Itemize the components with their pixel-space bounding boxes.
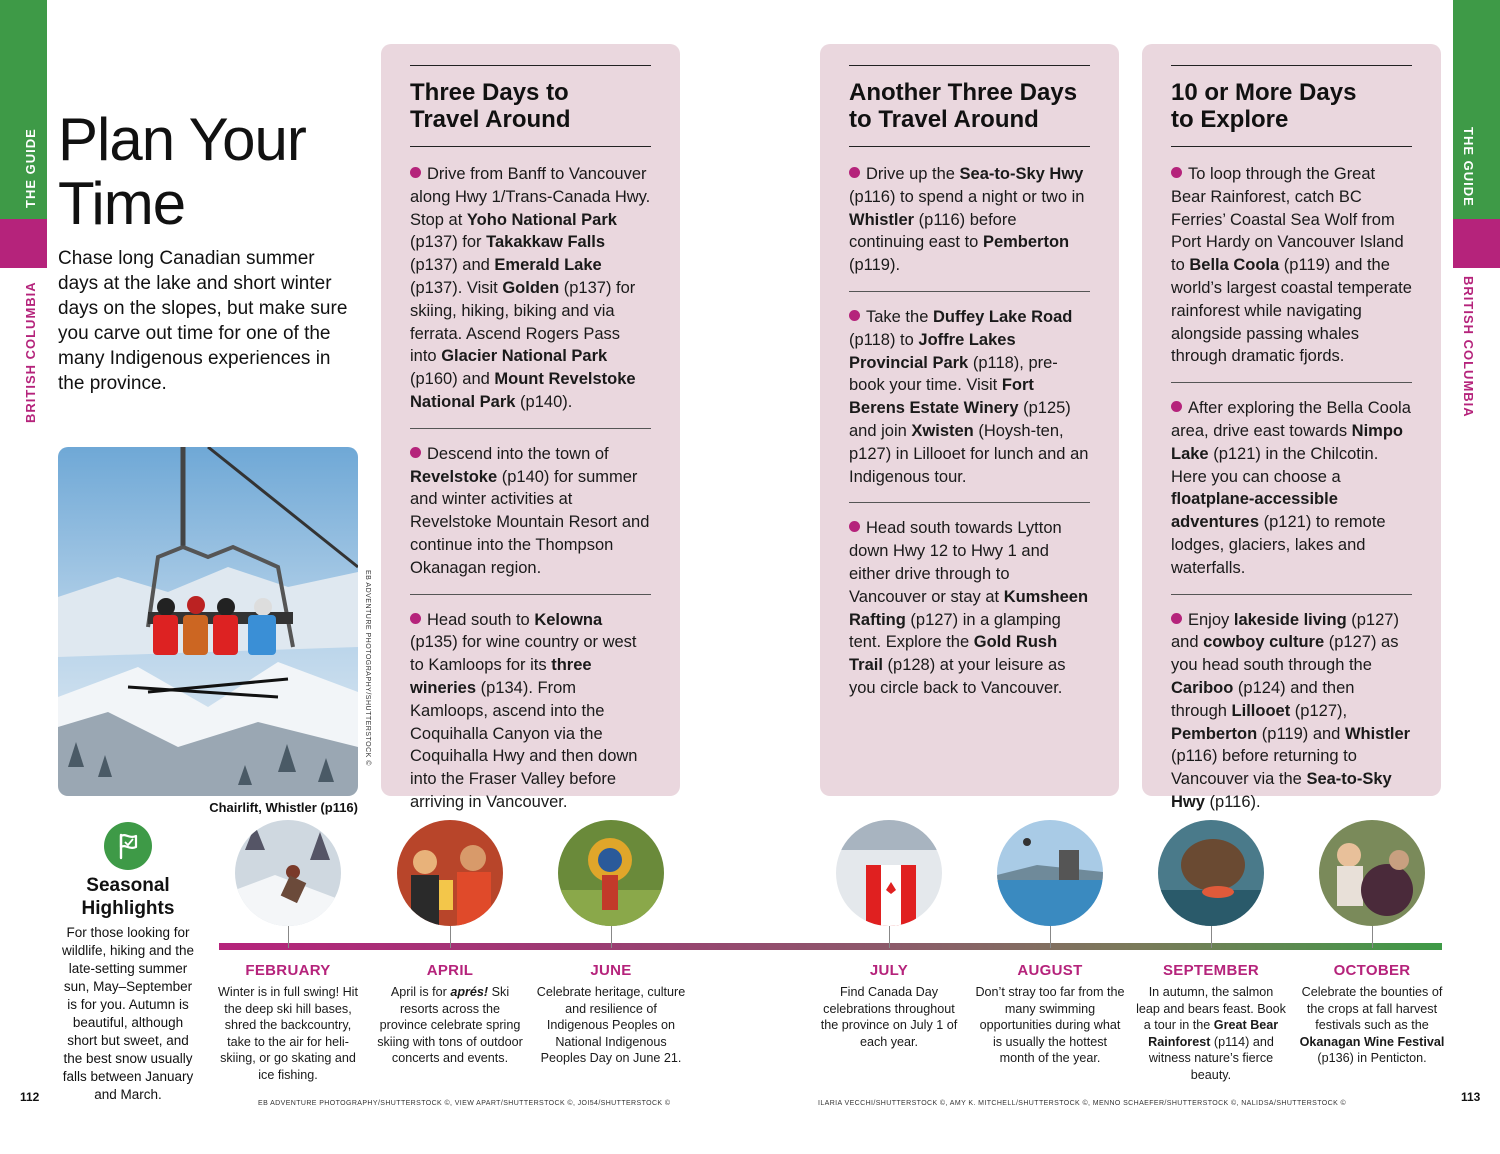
place-name: Cariboo — [1171, 678, 1234, 697]
bullet-dot-icon — [1171, 167, 1182, 178]
card-title-rule — [410, 146, 651, 147]
guide-label: THE GUIDE — [23, 128, 38, 208]
bullet-dot-icon — [1171, 613, 1182, 624]
item-text: Drive up the — [866, 165, 960, 183]
place-name: Sea-to-Sky Hwy — [1171, 770, 1392, 811]
description-text: Celebrate heritage, culture and resilience of Indigenous Peoples on National Indigenous Peoples Day on June 21. — [536, 985, 686, 1065]
month-name: JULY — [869, 962, 909, 979]
item-text: (p128) at your leisure as you circle back to Vancouver. — [849, 656, 1066, 697]
itinerary-item — [410, 163, 651, 429]
page-number-right: 113 — [1461, 1090, 1481, 1104]
place-name: Pemberton — [982, 233, 1070, 252]
item-text: (p127) in a glamping tent. Explore the — [849, 610, 1061, 652]
card-title — [849, 79, 1090, 133]
timeline-tick — [1211, 926, 1212, 948]
timeline-tick — [288, 926, 289, 948]
item-text: (p137). Visit — [410, 278, 503, 297]
region-label: BRITISH COLUMBIA — [1461, 276, 1476, 418]
intro-text: Chase long Canadian summer days at the lake and short winter days on the slopes, but make sure you carve out time for one of the many Indigenous experiences in the province. — [58, 248, 348, 394]
place-name: Mount Revelstoke National Park — [410, 370, 636, 411]
item-text: To loop through the Great Bear Rainforest, catch BC Ferries’ Coastal Sea Wolf from Port Hardy on Vancouver Island to — [1171, 165, 1404, 275]
item-text: (p119) and — [1257, 724, 1345, 743]
page-number-left: 112 — [20, 1090, 40, 1104]
itinerary-item — [849, 517, 1090, 713]
place-name: Bella Coola — [1189, 256, 1280, 275]
month-february — [213, 820, 363, 1083]
bullet-dot-icon — [849, 521, 860, 532]
bullet-dot-icon — [410, 613, 421, 624]
month-description — [1297, 984, 1447, 1067]
itinerary-card-another-three-days — [820, 44, 1119, 796]
card-title — [1171, 79, 1412, 133]
item-text: (p121) in the Chilcotin. Here you can choose a — [1171, 444, 1379, 486]
region-tab-block — [0, 219, 47, 268]
card-title — [410, 79, 651, 133]
month-october — [1297, 820, 1447, 1067]
itinerary-item — [849, 163, 1090, 292]
august-photo — [997, 820, 1103, 926]
description-text: Celebrate the bounties of the crops at fall harvest festivals such as the — [1301, 985, 1443, 1032]
item-text: (p118) to — [849, 330, 919, 349]
month-description — [1136, 984, 1286, 1083]
chairlift-photo — [58, 447, 358, 796]
place-name: Kumsheen Rafting — [849, 587, 1089, 629]
month-july — [814, 820, 964, 1050]
itinerary-item — [410, 609, 651, 828]
place-name: Joffre Lakes Provincial Park — [849, 330, 1016, 372]
month-name: SEPTEMBER — [1162, 962, 1260, 979]
item-text: (p116) to spend a night or two in — [849, 187, 1085, 206]
june-photo — [558, 820, 664, 926]
item-text: (p137) for skiing, hiking, biking and via ferrata. Ascend Rogers Pass into — [410, 278, 636, 366]
item-text: Descend into the town of — [427, 444, 609, 463]
photo-credit: EB ADVENTURE PHOTOGRAPHY/SHUTTERSTOCK © — [364, 570, 371, 766]
item-text: After exploring the Bella Coola area, drive east towards — [1171, 399, 1411, 440]
place-name: Xwisten — [911, 421, 974, 440]
page-title-line2: Time — [58, 170, 186, 237]
place-name: Golden — [502, 278, 560, 297]
place-name: Pemberton — [1171, 724, 1258, 743]
description-text: In autumn, the salmon leap and bears feast. Book a tour in the — [1136, 985, 1286, 1032]
month-name: FEBRUARY — [245, 962, 331, 979]
seasonal-text: For those looking for wildlife, hiking and the late-setting summer sun, May–September is for you. Autumn is beautiful, although short but sweet, and the best snow usually falls between January and March. — [61, 925, 195, 1102]
place-name: Yoho National Park — [466, 210, 617, 229]
item-text: (p118), pre-book your time. Visit — [849, 353, 1058, 395]
item-text: (p134). From Kamloops, ascend into the Coquihalla Canyon via the Coquihalla Hwy and then down into the Fraser Valley before arriving in Vancouver. — [410, 678, 638, 811]
photo-credits-left: EB ADVENTURE PHOTOGRAPHY/SHUTTERSTOCK ©, VIEW APART/SHUTTERSTOCK ©, JOI54/SHUTTERSTOCK © — [258, 1100, 671, 1107]
month-description — [975, 984, 1125, 1067]
february-photo — [235, 820, 341, 926]
month-description — [375, 984, 525, 1067]
card-top-rule — [410, 65, 651, 66]
page-title-line1: Plan Your — [58, 106, 306, 173]
place-name: Sea-to-Sky Hwy — [959, 165, 1084, 183]
item-text: (p124) and then through — [1171, 678, 1355, 720]
bullet-dot-icon — [849, 310, 860, 321]
item-text: (p121) to remote lodges, glaciers, lakes and waterfalls. — [1171, 513, 1386, 577]
september-photo — [1158, 820, 1264, 926]
card-title-rule — [849, 146, 1090, 147]
place-name: Emerald Lake — [494, 256, 602, 275]
month-name: AUGUST — [1017, 962, 1083, 979]
place-name: Revelstoke — [410, 467, 498, 486]
card-title-line1: 10 or More Days — [1171, 79, 1357, 106]
item-text: (p127), — [1290, 701, 1348, 720]
place-name: Kelowna — [534, 610, 603, 629]
item-text: (p140). — [515, 392, 573, 411]
place-name: Whistler — [1344, 724, 1411, 743]
card-top-rule — [849, 65, 1090, 66]
timeline-tick — [1050, 926, 1051, 948]
bullet-dot-icon — [1171, 401, 1182, 412]
item-text: Head south to — [427, 610, 535, 629]
item-text: (p119). — [849, 256, 901, 275]
itinerary-card-ten-days — [1142, 44, 1441, 811]
timeline-tick — [450, 926, 451, 948]
item-text: (p116) before returning to Vancouver via the — [1171, 747, 1357, 789]
card-title-line1: Another Three Days — [849, 79, 1078, 106]
item-text: (p135) for wine country or west to Kamloops for its — [410, 633, 637, 675]
month-name: APRIL — [426, 962, 474, 979]
item-text: (p116). — [1204, 792, 1261, 811]
item-text: Take the — [866, 307, 933, 326]
photo-caption: Chairlift, Whistler (p116) — [209, 800, 358, 815]
itinerary-item — [410, 443, 651, 595]
itinerary-item — [849, 306, 1090, 503]
place-name: Fort Berens Estate Winery — [849, 376, 1034, 418]
region-tab-block — [1453, 219, 1500, 268]
month-description — [814, 984, 964, 1050]
description-text: Winter is in full swing! Hit the deep ski hill bases, shred the backcountry, take to the air for heli-skiing, or go skating and ice fishing. — [218, 985, 358, 1082]
region-label: BRITISH COLUMBIA — [23, 281, 38, 423]
place-name: three wineries — [410, 656, 592, 697]
description-text: Find Canada Day celebrations throughout the province on July 1 of each year. — [820, 985, 958, 1049]
itinerary-card-three-days — [381, 44, 680, 811]
place-name: lakeside living — [1233, 610, 1347, 629]
item-text: (p137) for — [410, 233, 487, 252]
place-name: Takakkaw Falls — [486, 233, 606, 252]
card-title-rule — [1171, 146, 1412, 147]
bullet-dot-icon — [410, 167, 421, 178]
highlight-text: aprés! — [450, 985, 489, 999]
page-title — [58, 108, 358, 236]
month-june — [536, 820, 686, 1067]
item-text: Enjoy — [1188, 610, 1234, 629]
july-photo — [836, 820, 942, 926]
october-photo — [1319, 820, 1425, 926]
description-text: April is for — [390, 985, 451, 999]
item-text: (p116) before continuing east to — [849, 210, 1017, 252]
highlight-text: Great Bear Rainforest — [1148, 1018, 1279, 1049]
month-description — [213, 984, 363, 1083]
photo-credits-right: ILARIA VECCHI/SHUTTERSTOCK ©, AMY K. MITCHELL/SHUTTERSTOCK ©, MENNO SCHAEFER/SHUTTERSTOCK ©, NALIDSA/SHUTTERSTOCK © — [818, 1100, 1347, 1107]
month-description — [536, 984, 686, 1067]
month-september — [1136, 820, 1286, 1083]
item-text: Drive from Banff to Vancouver along Hwy 1/Trans-Canada Hwy. Stop at — [410, 165, 651, 229]
place-name: Gold Rush Trail — [849, 633, 1058, 675]
card-title-line2: Travel Around — [410, 106, 571, 133]
place-name: Glacier National Park — [441, 347, 608, 366]
item-text: (p127) as you head south through the — [1171, 633, 1399, 675]
timeline-tick — [889, 926, 890, 948]
place-name: Duffey Lake Road — [932, 307, 1073, 326]
itinerary-item — [1171, 397, 1412, 594]
place-name: Nimpo Lake — [1171, 421, 1404, 463]
seasonal-title-line2: Highlights — [81, 898, 175, 919]
itinerary-item — [1171, 609, 1412, 828]
month-august — [975, 820, 1125, 1067]
highlight-text: Okanagan Wine Festival — [1299, 1034, 1445, 1049]
card-title-line2: to Explore — [1171, 106, 1289, 133]
month-name: JUNE — [590, 962, 632, 979]
bullet-dot-icon — [410, 447, 421, 458]
month-name: OCTOBER — [1333, 962, 1411, 979]
bullet-dot-icon — [849, 167, 860, 178]
card-title-line1: Three Days to — [410, 79, 569, 106]
place-name: Lillooet — [1231, 701, 1291, 720]
description-text: Don’t stray too far from the many swimming opportunities during what is usually the hottest month of the year. — [975, 985, 1125, 1065]
place-name: cowboy culture — [1203, 633, 1325, 652]
item-text: (Hoysh-ten, p127) in Lillooet for lunch and an Indigenous tour. — [849, 421, 1089, 486]
description-text: (p114) and witness nature’s fierce beauty. — [1148, 1034, 1274, 1082]
description-text: Ski resorts across the province celebrate spring skiing with tons of outdoor concerts and events. — [377, 985, 523, 1065]
april-photo — [397, 820, 503, 926]
guide-label: THE GUIDE — [1461, 127, 1476, 207]
itinerary-item — [1171, 163, 1412, 383]
item-text: Head south towards Lytton down Hwy 12 to Hwy 1 and either drive through to Vancouver or stay at — [849, 519, 1062, 606]
item-text: (p127) and — [1171, 610, 1399, 652]
place-name: Whistler — [849, 210, 915, 229]
card-top-rule — [1171, 65, 1412, 66]
description-text: (p136) in Penticton. — [1317, 1051, 1427, 1065]
timeline-tick — [611, 926, 612, 948]
card-title-line2: to Travel Around — [849, 106, 1039, 133]
seasonal-title — [58, 874, 198, 920]
item-text: (p137) and — [410, 256, 495, 275]
item-text: (p125) and join — [849, 399, 1071, 440]
place-name: floatplane-accessible adventures — [1171, 490, 1338, 532]
item-text: (p140) for summer and winter activities at Revelstoke Mountain Resort and continue into the Thompson Okanagan region. — [410, 467, 650, 577]
item-text: (p160) and — [410, 370, 495, 389]
item-text: (p119) and the world’s largest coastal temperate rainforest while navigating alongside passing whales through dramatic fjords. — [1171, 256, 1412, 366]
flag-icon — [104, 822, 152, 870]
seasonal-title-line1: Seasonal — [86, 875, 170, 896]
timeline-tick — [1372, 926, 1373, 948]
month-april — [375, 820, 525, 1067]
